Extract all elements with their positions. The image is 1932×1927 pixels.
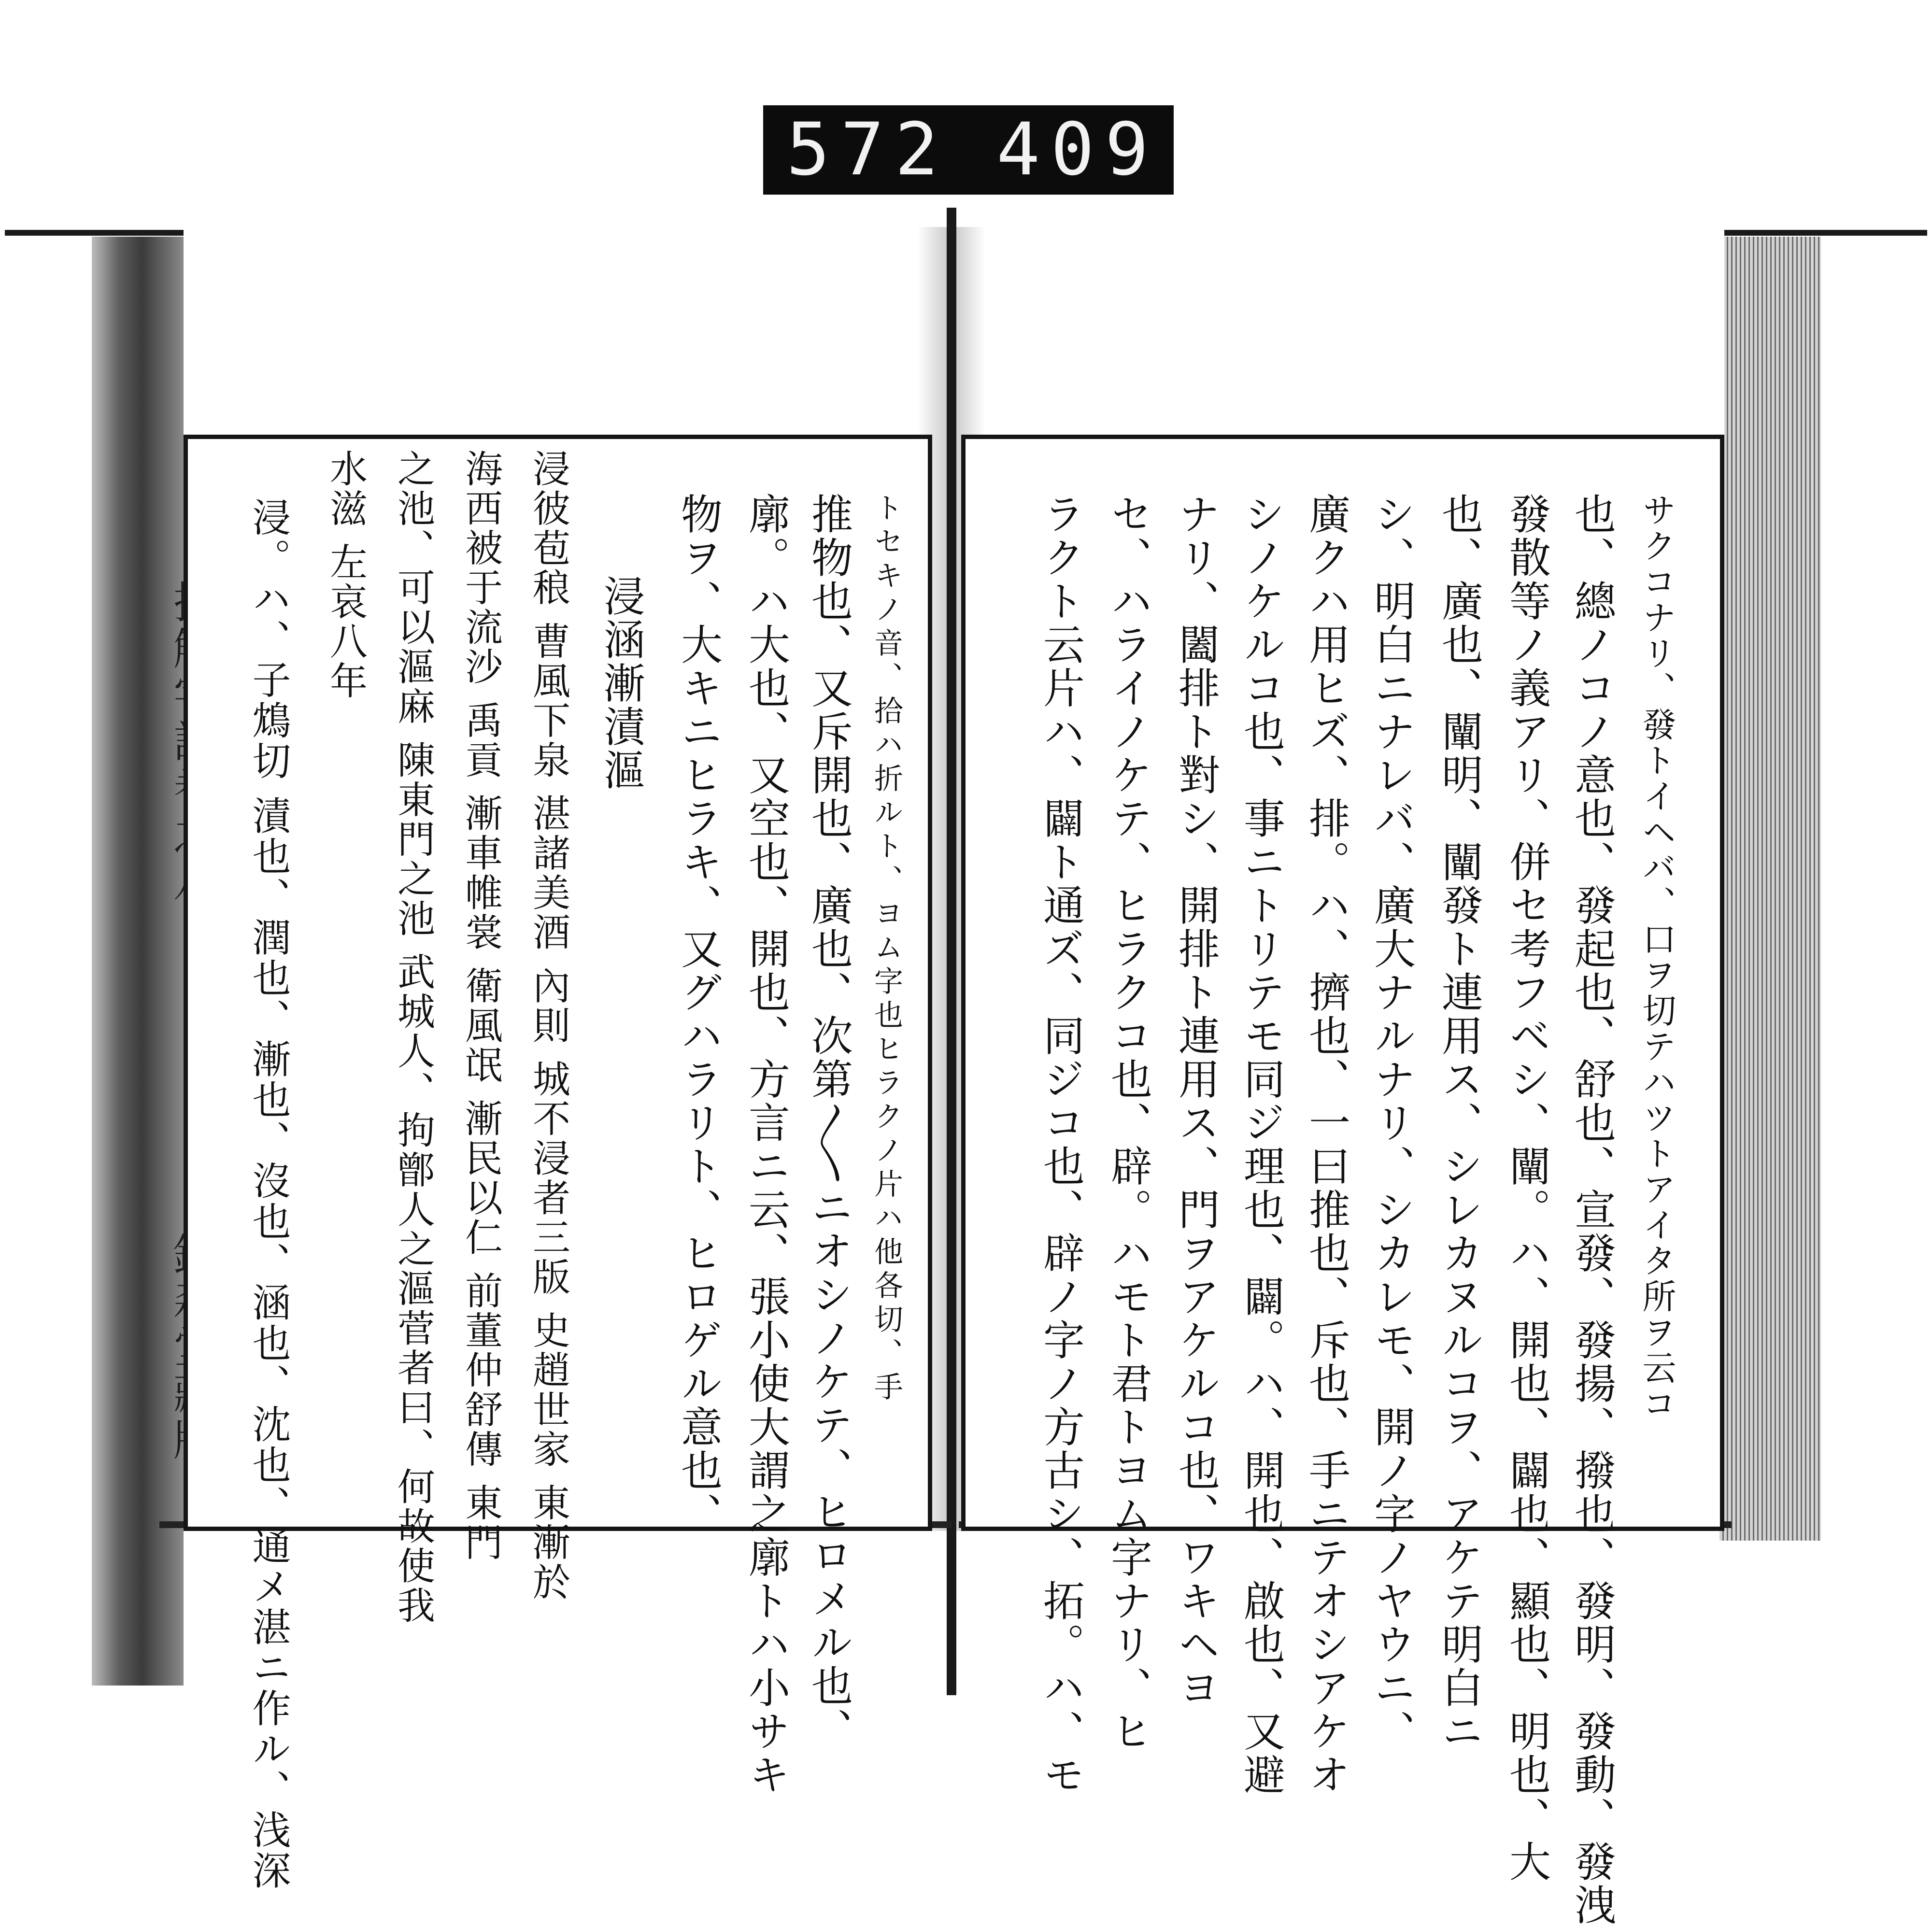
film-frame-number: 572 (786, 108, 949, 192)
right-column-10: ラクト云片ハ、闢ト通ズ、同ジコ也、辟ノ字ノ方古シ、拓。ハ、モ (1036, 493, 1084, 1797)
right-column-1: サクコナリ、發トイヘバ、口ヲ切テハツトアイタ所ヲ云コ (1637, 493, 1676, 1422)
book-right-page-stack (1719, 237, 1821, 1541)
book-left-edge (92, 237, 184, 1686)
headword-list: 浸涵漸漬漚 (597, 575, 645, 792)
right-column-3: 發散等ノ義アリ、併セ考フベシ、闡。ハ、開也、闢也、顯也、明也、大 (1502, 493, 1550, 1884)
text-column-2: 推物也、又斥開也、廣也、次第〳〵ニオシノケテ、ヒロメル也、 (804, 493, 852, 1751)
film-number-plate (763, 105, 1174, 195)
right-column-4: 也、廣也、闡明、闡發ト連用ス、シレカヌルコヲ、アケテ明白ニ (1435, 493, 1483, 1753)
text-column-1: トセキノ音、拾ハ折ルト、ヨム字也ヒラクノ片ハ他各切、手 (869, 493, 903, 1405)
right-column-8: ナリ、闔排ト對シ、開排ト連用ス、門ヲアケルコ也、ワキヘヨ (1171, 493, 1220, 1710)
citation-column-3: 之池、可以漚麻 陳東門之池 武城人、拘鄫人之漚菅者曰、何故使我 (391, 449, 435, 1626)
text-column-4: 物ヲ、大キニヒラキ、又グハラリト、ヒロゲル意也、 (674, 493, 722, 1536)
citation-column-4: 水滋 左哀八年 (324, 449, 367, 701)
citation-column-2: 海西被于流沙 禹貢 漸車帷裳 衛風氓 漸民以仁 前董仲舒傳 東門 (459, 449, 502, 1562)
right-column-5: シ、明白ニナレバ、廣大ナルナリ、シカレモ、開ノ字ノヤウニ、 (1367, 493, 1415, 1753)
right-column-7: シノケルコ也、事ニトリテモ同ジ理也、闢。ハ、開也、啟也、又避 (1236, 493, 1285, 1797)
right-column-2: 也、總ノコノ意也、發起也、舒也、宣發、發揚、撥也、發明、發動、發洩 (1567, 493, 1616, 1927)
film-reel-number: 409 (996, 108, 1159, 192)
right-column-9: セ、ハライノケテ、ヒラクコ也、辟。ハモト君トヨム字ナリ、ヒ (1104, 493, 1152, 1753)
text-column-3: 廓。ハ大也、又空也、開也、方言ニ云、張小使大謂之廓トハ小サキ (741, 493, 790, 1797)
book-gutter (947, 208, 956, 1695)
definition-column: 浸。ハ、子鴆切 漬也、潤也、漸也、沒也、涵也、沈也、通メ湛ニ作ル、浅深 (246, 497, 291, 1891)
citation-column-1: 浸彼苞稂 曹風下泉 湛諸美酒 內則 城不浸者三版 史趙世家 東漸於 (526, 449, 570, 1602)
right-column-6: 廣クハ用ヒズ、排。ハ、擠也、一曰推也、斥也、手ニテオシアケオ (1302, 493, 1350, 1797)
